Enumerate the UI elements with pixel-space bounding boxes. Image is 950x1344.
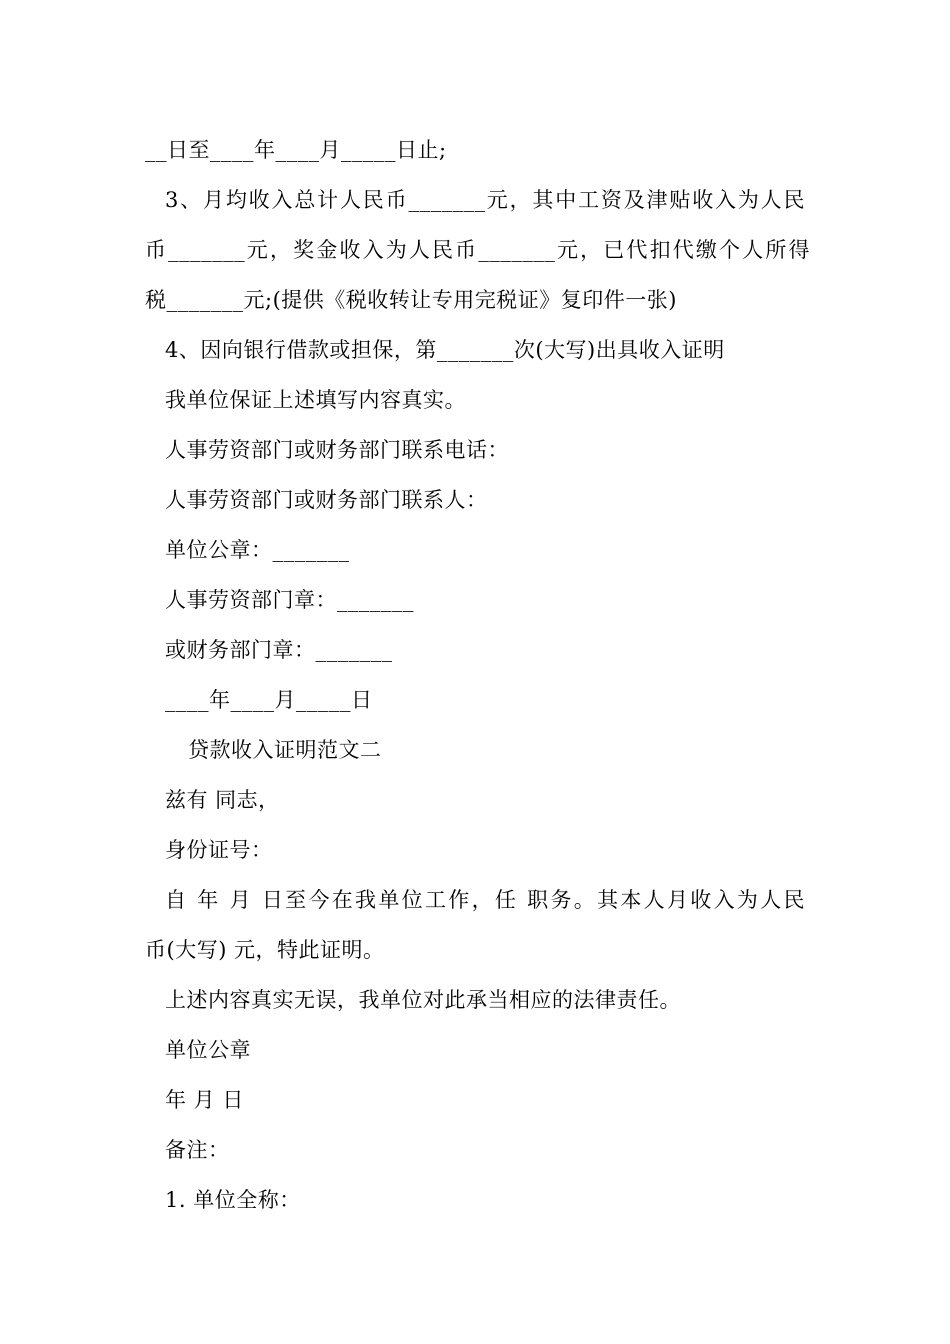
paragraph-guarantee: 我单位保证上述填写内容真实。 [165, 388, 466, 412]
paragraph-item-4: 4、因向银行借款或担保，第_______次(大写)出具收入证明 [165, 338, 725, 362]
paragraph-id-number: 身份证号： [165, 838, 273, 862]
paragraph-item-3: 3、月均收入总计人民币_______元，其中工资及津贴收入为人民 [165, 188, 805, 212]
paragraph-item-3-cont-2: 税_______元;(提供《税收转让专用完税证》复印件一张) [145, 288, 677, 312]
paragraph-unit-seal-2: 单位公章 [165, 1038, 251, 1062]
paragraph-note-1: 1. 单位全称： [165, 1188, 301, 1212]
paragraph-notes-heading: 备注： [165, 1138, 230, 1162]
paragraph-contact-person: 人事劳资部门或财务部门联系人： [165, 488, 488, 512]
paragraph-contact-phone: 人事劳资部门或财务部门联系电话： [165, 438, 509, 462]
paragraph-item-3-cont-1: 币_______元，奖金收入为人民币_______元，已代扣代缴个人所得 [145, 238, 810, 262]
paragraph-date-range-end: __日至____年____月_____日止; [145, 138, 447, 162]
paragraph-unit-seal: 单位公章：_______ [165, 538, 350, 562]
paragraph-liability: 上述内容真实无误，我单位对此承当相应的法律责任。 [165, 988, 681, 1012]
paragraph-date-2: 年 月 日 [165, 1088, 244, 1112]
paragraph-employment-cont: 币(大写) 元，特此证明。 [145, 938, 385, 962]
paragraph-employment: 自 年 月 日至今在我单位工作，任 职务。其本人月收入为人民 [165, 888, 805, 912]
paragraph-hr-seal: 人事劳资部门章：_______ [165, 588, 414, 612]
paragraph-comrade: 兹有 同志， [165, 788, 280, 812]
paragraph-finance-seal: 或财务部门章：_______ [165, 638, 393, 662]
paragraph-date: ____年____月_____日 [165, 688, 373, 712]
section-title: 贷款收入证明范文二 [188, 738, 382, 762]
